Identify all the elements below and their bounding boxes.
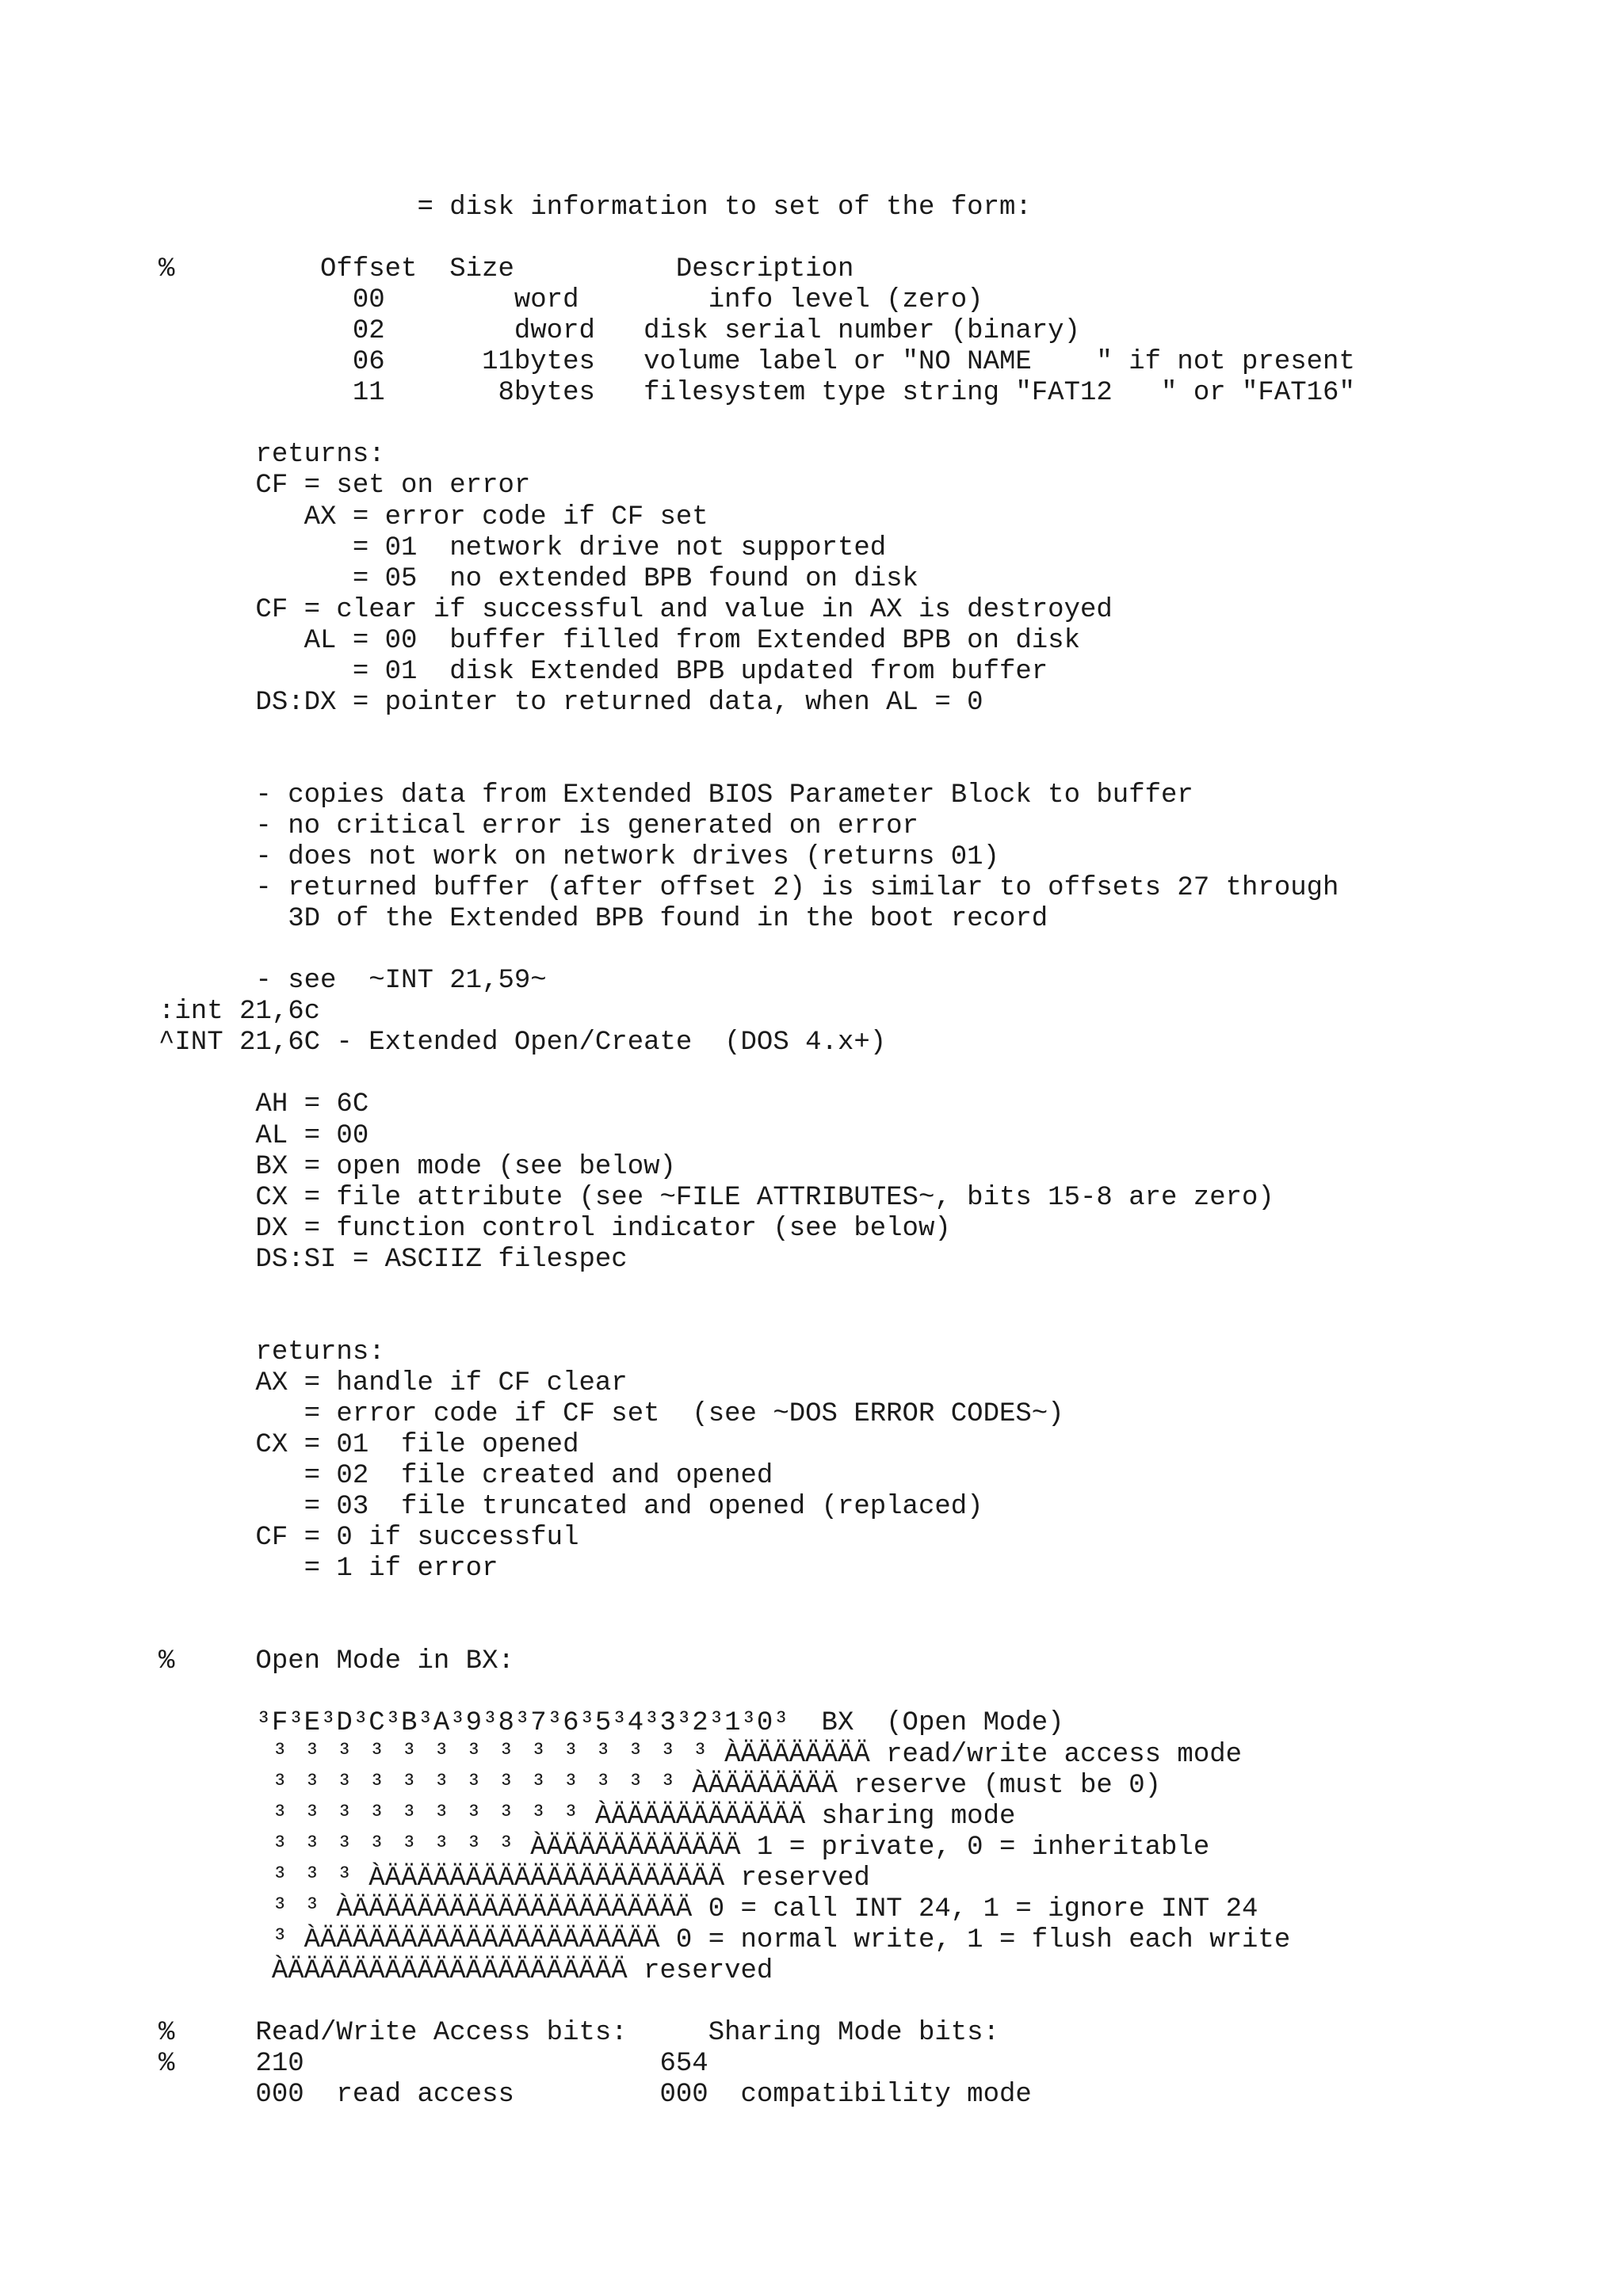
text-line: - no critical error is generated on error [158, 811, 918, 841]
text-line: ³ ÀÄÄÄÄÄÄÄÄÄÄÄÄÄÄÄÄÄÄÄÄÄ 0 = normal write, 1 = flush each write [158, 1925, 1291, 1955]
text-line: ^INT 21,6C - Extended Open/Create (DOS 4.x+) [158, 1028, 887, 1058]
text-line: AX = error code if CF set [158, 502, 708, 532]
text-line: CF = 0 if successful [158, 1523, 579, 1553]
text-line: CF = clear if successful and value in AX is destroyed [158, 595, 1113, 625]
text-line: = 1 if error [158, 1554, 498, 1584]
text-line: returns: [158, 1337, 385, 1367]
text-line: = 01 disk Extended BPB updated from buffer [158, 657, 1048, 687]
text-line: CX = 01 file opened [158, 1430, 579, 1460]
text-line: 06 11bytes volume label or "NO NAME " if not present [158, 347, 1355, 377]
text-line: ³ ³ ³ ³ ³ ³ ³ ³ ³ ³ ³ ³ ³ ÀÄÄÄÄÄÄÄÄ reserve (must be 0) [158, 1771, 1162, 1801]
text-line: = error code if CF set (see ~DOS ERROR CODES~) [158, 1399, 1064, 1429]
text-line: % Open Mode in BX: [158, 1646, 514, 1676]
text-line: CF = set on error [158, 471, 531, 501]
text-line: ³ ³ ³ ³ ³ ³ ³ ³ ³ ³ ³ ³ ³ ³ ÀÄÄÄÄÄÄÄÄ read/write access mode [158, 1740, 1243, 1770]
text-line: 11 8bytes filesystem type string "FAT12 " or "FAT16" [158, 378, 1355, 408]
text-line: 02 dword disk serial number (binary) [158, 316, 1080, 346]
text-line: % 210 654 [158, 2049, 708, 2079]
text-line: - copies data from Extended BIOS Parameter Block to buffer [158, 780, 1193, 810]
text-line: % Offset Size Description [158, 254, 854, 284]
text-line: - does not work on network drives (returns 01) [158, 842, 999, 872]
text-line: ÀÄÄÄÄÄÄÄÄÄÄÄÄÄÄÄÄÄÄÄÄÄ reserved [158, 1956, 773, 1986]
text-line: :int 21,6c [158, 997, 321, 1027]
text-line: AL = 00 [158, 1121, 369, 1151]
text-line: 000 read access 000 compatibility mode [158, 2080, 1032, 2110]
text-line: AX = handle if CF clear [158, 1368, 628, 1398]
text-line: % Read/Write Access bits: Sharing Mode bits: [158, 2018, 999, 2048]
text-line: = 02 file created and opened [158, 1461, 773, 1491]
text-line: ³ ³ ³ ÀÄÄÄÄÄÄÄÄÄÄÄÄÄÄÄÄÄÄÄÄÄ reserved [158, 1863, 870, 1894]
text-line: CX = file attribute (see ~FILE ATTRIBUTES~, bits 15-8 are zero) [158, 1183, 1274, 1213]
text-line: = 01 network drive not supported [158, 533, 887, 563]
text-line: ³ ³ ³ ³ ³ ³ ³ ³ ÀÄÄÄÄÄÄÄÄÄÄÄÄ 1 = private, 0 = inheritable [158, 1833, 1210, 1863]
text-line: DX = function control indicator (see below) [158, 1214, 951, 1244]
text-line: ³F³E³D³C³B³A³9³8³7³6³5³4³3³2³1³0³ BX (Open Mode) [158, 1708, 1064, 1738]
text-line: = 05 no extended BPB found on disk [158, 564, 918, 594]
text-line: = 03 file truncated and opened (replaced) [158, 1492, 983, 1522]
text-line: BX = open mode (see below) [158, 1152, 676, 1182]
text-line: - returned buffer (after offset 2) is similar to offsets 27 through [158, 873, 1339, 903]
text-line: = disk information to set of the form: [158, 193, 1032, 223]
text-line: ³ ³ ÀÄÄÄÄÄÄÄÄÄÄÄÄÄÄÄÄÄÄÄÄÄ 0 = call INT 24, 1 = ignore INT 24 [158, 1894, 1258, 1924]
text-line: 00 word info level (zero) [158, 285, 983, 315]
text-line: DS:DX = pointer to returned data, when AL = 0 [158, 688, 983, 718]
text-line: 3D of the Extended BPB found in the boot record [158, 904, 1048, 934]
text-line: DS:SI = ASCIIZ filespec [158, 1245, 628, 1275]
text-line: AH = 6C [158, 1089, 369, 1119]
text-line: - see ~INT 21,59~ [158, 966, 547, 996]
text-line: returns: [158, 440, 385, 470]
text-line: AL = 00 buffer filled from Extended BPB on disk [158, 626, 1080, 656]
text-line: ³ ³ ³ ³ ³ ³ ³ ³ ³ ³ ÀÄÄÄÄÄÄÄÄÄÄÄÄ sharing mode [158, 1802, 1016, 1832]
